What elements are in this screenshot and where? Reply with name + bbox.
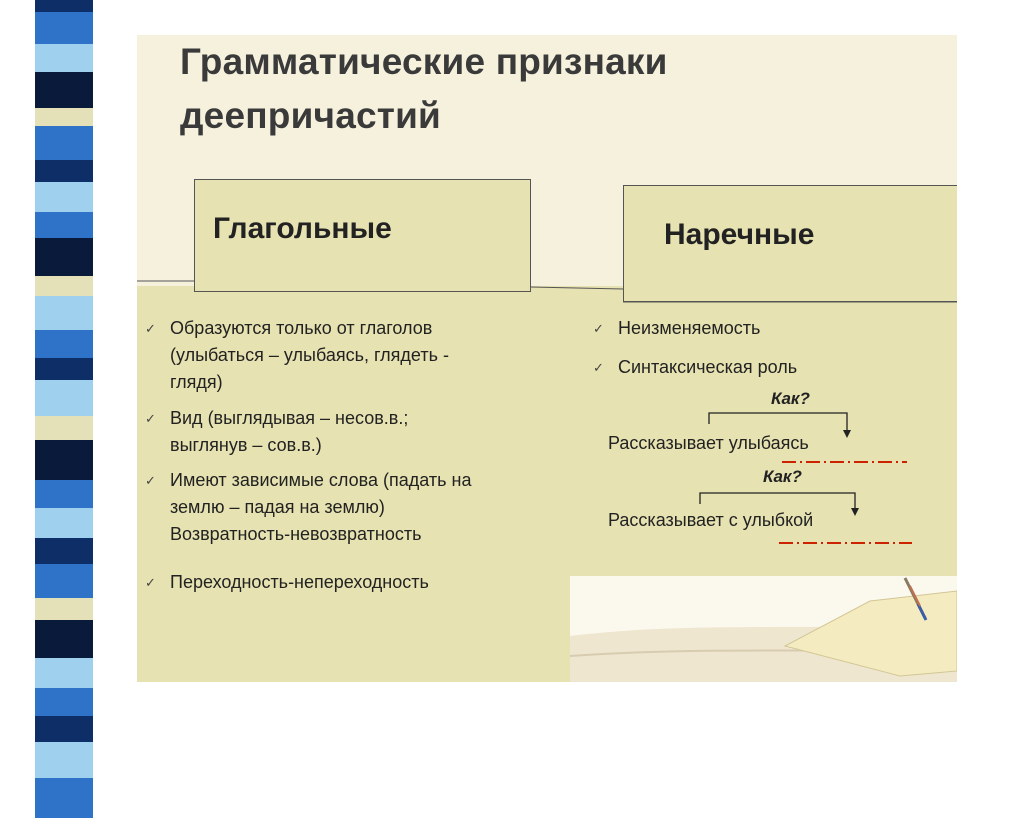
tab-verbal-label: Глагольные — [213, 212, 392, 245]
question-1: Как? — [771, 389, 810, 408]
bullet-text: Возвратность-невозвратность — [170, 524, 422, 544]
left-column — [137, 286, 567, 682]
check-icon: ✓ — [593, 360, 604, 375]
check-icon: ✓ — [593, 321, 604, 336]
bullet-text: глядя) — [170, 372, 223, 392]
bullet-text: (улыбаться – улыбаясь, глядеть - — [170, 345, 449, 365]
question-2: Как? — [763, 467, 802, 486]
bullet-text: землю – падая на землю) — [170, 497, 385, 517]
bullet-text: Переходность-непереходность — [170, 572, 429, 592]
check-icon: ✓ — [145, 321, 156, 336]
tab-connector — [137, 275, 957, 315]
slide — [137, 35, 957, 682]
check-icon: ✓ — [145, 411, 156, 426]
bullet-text: выглянув – сов.в.) — [170, 435, 322, 455]
bullet-text: Образуются только от глаголов — [170, 318, 433, 338]
arrow-line-2 — [700, 493, 855, 511]
slide-title-line1: Грамматические признаки — [180, 41, 668, 82]
arrow-head-1 — [843, 430, 851, 438]
bullet-text: Вид (выглядывая – несов.в.; — [170, 408, 409, 428]
example-sentence-1: Рассказывает улыбаясь — [608, 433, 809, 453]
paper-quill-icon — [570, 576, 957, 682]
check-icon: ✓ — [145, 575, 156, 590]
left-bullet-4 — [145, 569, 429, 596]
paper-quill-illustration — [570, 576, 957, 682]
syntax-diagram — [567, 286, 957, 586]
arrow-head-2 — [851, 508, 859, 516]
decorative-stripes — [35, 0, 93, 767]
left-bullet-1 — [145, 315, 449, 396]
arrow-line-1 — [709, 413, 847, 433]
slide-title-line2: деепричастий — [180, 95, 441, 136]
tab-adverbial-label: Наречные — [664, 218, 815, 251]
example-sentence-2: Рассказывает с улыбкой — [608, 510, 814, 530]
check-icon: ✓ — [145, 473, 156, 488]
left-bullet-2 — [145, 405, 409, 459]
left-bullet-3 — [145, 467, 472, 548]
bullet-text: Неизменяемость — [618, 318, 761, 338]
bullet-text: Синтаксическая роль — [618, 357, 798, 377]
bullet-text: Имеют зависимые слова (падать на — [170, 470, 472, 490]
